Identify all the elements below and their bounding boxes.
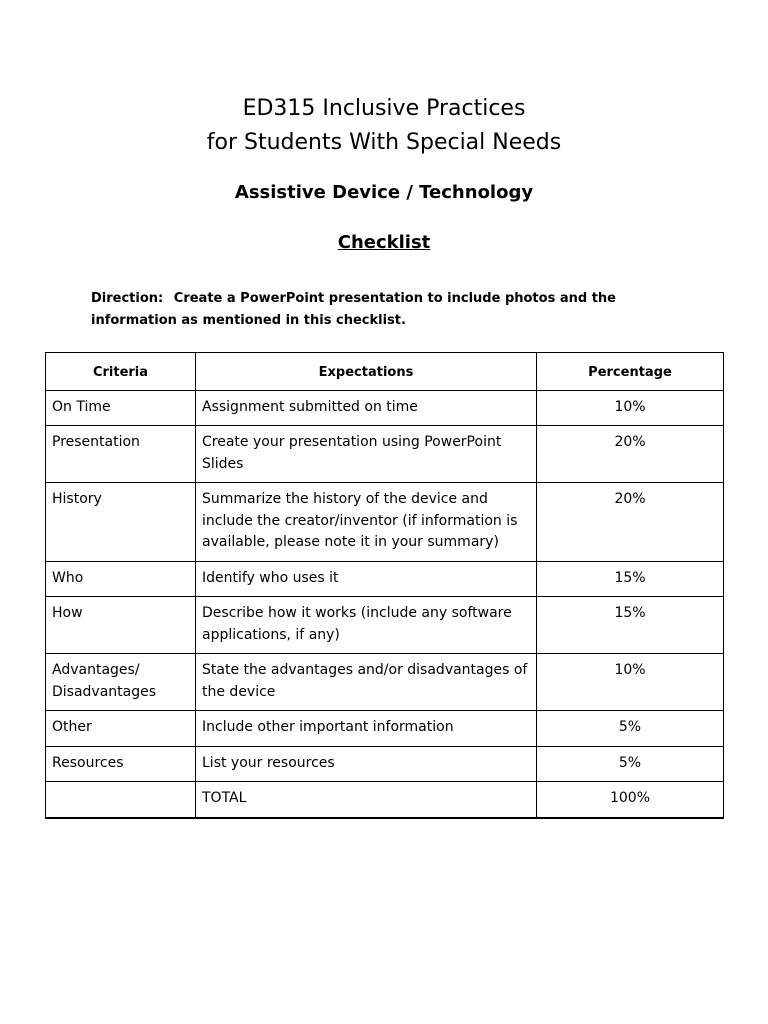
checklist-table <box>45 352 724 819</box>
expectations-cell: Summarize the history of the device and include the creator/inventor (if information is available, please note it in your summary) <box>196 483 537 562</box>
table-row <box>46 390 724 426</box>
criteria-cell: How <box>46 597 196 654</box>
checklist-heading: Checklist <box>337 232 431 253</box>
header-percentage: Percentage <box>537 353 724 391</box>
table-row <box>46 746 724 782</box>
percentage-cell: 10% <box>537 654 724 711</box>
expectations-cell: Assignment submitted on time <box>196 390 537 426</box>
expectations-cell: State the advantages and/or disadvantages of the device <box>196 654 537 711</box>
title-line-2: for Students With Special Needs <box>206 130 562 155</box>
table-row <box>46 711 724 747</box>
header-expectations: Expectations <box>196 353 537 391</box>
criteria-cell: History <box>46 483 196 562</box>
percentage-cell: 15% <box>537 561 724 597</box>
percentage-cell: 10% <box>537 390 724 426</box>
percentage-cell: 5% <box>537 711 724 747</box>
title-line-1: ED315 Inclusive Practices <box>242 96 526 121</box>
table-row-total <box>46 782 724 818</box>
table-row <box>46 654 724 711</box>
direction-paragraph <box>91 288 691 332</box>
expectations-cell: Create your presentation using PowerPoint Slides <box>196 426 537 483</box>
expectations-cell: Describe how it works (include any software applications, if any) <box>196 597 537 654</box>
direction-label: Direction: <box>91 291 164 306</box>
expectations-cell: List your resources <box>196 746 537 782</box>
total-label-cell: TOTAL <box>196 782 537 818</box>
criteria-cell <box>46 782 196 818</box>
table-row <box>46 561 724 597</box>
expectations-cell: Identify who uses it <box>196 561 537 597</box>
header-criteria: Criteria <box>46 353 196 391</box>
percentage-cell: 20% <box>537 483 724 562</box>
table-header-row <box>46 353 724 391</box>
percentage-cell: 20% <box>537 426 724 483</box>
subtitle: Assistive Device / Technology <box>234 182 534 203</box>
percentage-cell: 5% <box>537 746 724 782</box>
criteria-cell: Other <box>46 711 196 747</box>
criteria-cell: Presentation <box>46 426 196 483</box>
table-row <box>46 483 724 562</box>
criteria-cell: Advantages/ Disadvantages <box>46 654 196 711</box>
criteria-cell: On Time <box>46 390 196 426</box>
expectations-cell: Include other important information <box>196 711 537 747</box>
total-percentage-cell: 100% <box>537 782 724 818</box>
criteria-cell: Resources <box>46 746 196 782</box>
document-title <box>0 92 768 160</box>
table-row <box>46 426 724 483</box>
criteria-cell: Who <box>46 561 196 597</box>
percentage-cell: 15% <box>537 597 724 654</box>
direction-text: Create a PowerPoint presentation to include photos and the information as mentioned in this checklist. <box>91 291 616 328</box>
table-row <box>46 597 724 654</box>
